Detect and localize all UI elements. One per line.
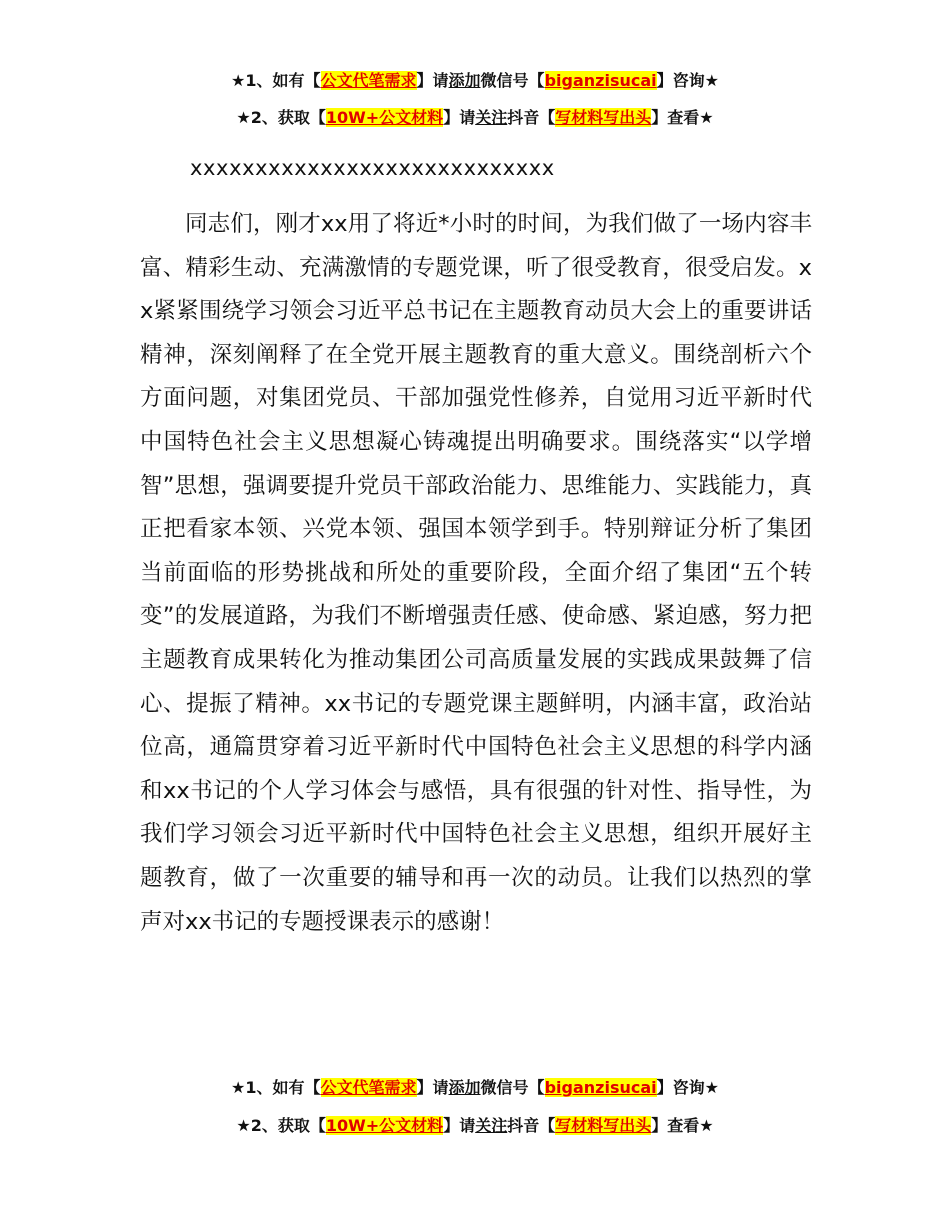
promo-highlight-douyin-account: 写材料写出头 <box>555 1116 652 1135</box>
promo-highlight-wechat-id: biganzisucai <box>544 71 657 90</box>
promo-highlight-service: 公文代笔需求 <box>320 71 417 90</box>
promo-text: 微信号【 <box>480 71 545 90</box>
promo-highlight-service: 公文代笔需求 <box>320 1078 417 1097</box>
promo-text: 抖音【 <box>507 108 556 127</box>
promo-highlight-materials: 10W+公文材料 <box>325 108 444 127</box>
promo-text: ★1、如有【 <box>231 71 321 90</box>
promo-text: 】请 <box>416 71 449 90</box>
promo-text: 】请 <box>416 1078 449 1097</box>
promo-text: 】咨询★ <box>656 1078 719 1097</box>
promo-text: 】查看★ <box>651 1116 714 1135</box>
promo-underlined-word: 添加 <box>448 1078 481 1097</box>
promo-underlined-word: 关注 <box>475 108 508 127</box>
promo-header-line-2 <box>0 107 950 129</box>
promo-footer-line-2 <box>0 1115 950 1137</box>
promo-text: 微信号【 <box>480 1078 545 1097</box>
promo-header-line-1 <box>0 70 950 92</box>
document-body-paragraph: 同志们，刚才xx用了将近*小时的时间，为我们做了一场内容丰富、精彩生动、充满激情的专题党课，听了很受教育，很受启发。xx紧紧围绕学习领会习近平总书记在主题教育动员大会上的重要讲话精神，深刻阐释了在全党开展主题教育的重大意义。围绕剖析六个方面问题，对集团党员、干部加强党性修养，自觉用习近平新时代中国特色社会主义思想凝心铸魂提出明确要求。围绕落实“以学增智”思想，强调要提升党员干部政治能力、思维能力、实践能力，真正把看家本领、兴党本领、强国本领学到手。特别辩证分析了集团当前面临的形势挑战和所处的重要阶段，全面介绍了集团“五个转变”的发展道路，为我们不断增强责任感、使命感、紧迫感，努力把主题教育成果转化为推动集团公司高质量发展的实践成果鼓舞了信心、提振了精神。xx书记的专题党课主题鲜明，内涵丰富，政治站位高，通篇贯穿着习近平新时代中国特色社会主义思想的科学内涵和xx书记的个人学习体会与感悟，具有很强的针对性、指导性，为我们学习领会习近平新时代中国特色社会主义思想，组织开展好主题教育，做了一次重要的辅导和再一次的动员。让我们以热烈的掌声对xx书记的专题授课表示的感谢！ <box>140 211 812 935</box>
promo-text: 】查看★ <box>651 108 714 127</box>
document-heading: xxxxxxxxxxxxxxxxxxxxxxxxxxxx <box>190 156 555 180</box>
promo-underlined-word: 添加 <box>448 71 481 90</box>
promo-text: 】咨询★ <box>656 71 719 90</box>
promo-highlight-materials: 10W+公文材料 <box>325 1116 444 1135</box>
promo-underlined-word: 关注 <box>475 1116 508 1135</box>
promo-footer-line-1 <box>0 1077 950 1099</box>
promo-text: ★2、获取【 <box>236 1116 326 1135</box>
promo-highlight-wechat-id: biganzisucai <box>544 1078 657 1097</box>
promo-text: 抖音【 <box>507 1116 556 1135</box>
promo-text: ★2、获取【 <box>236 108 326 127</box>
promo-highlight-douyin-account: 写材料写出头 <box>555 108 652 127</box>
promo-text: 】请 <box>443 108 476 127</box>
promo-text: ★1、如有【 <box>231 1078 321 1097</box>
promo-text: 】请 <box>443 1116 476 1135</box>
